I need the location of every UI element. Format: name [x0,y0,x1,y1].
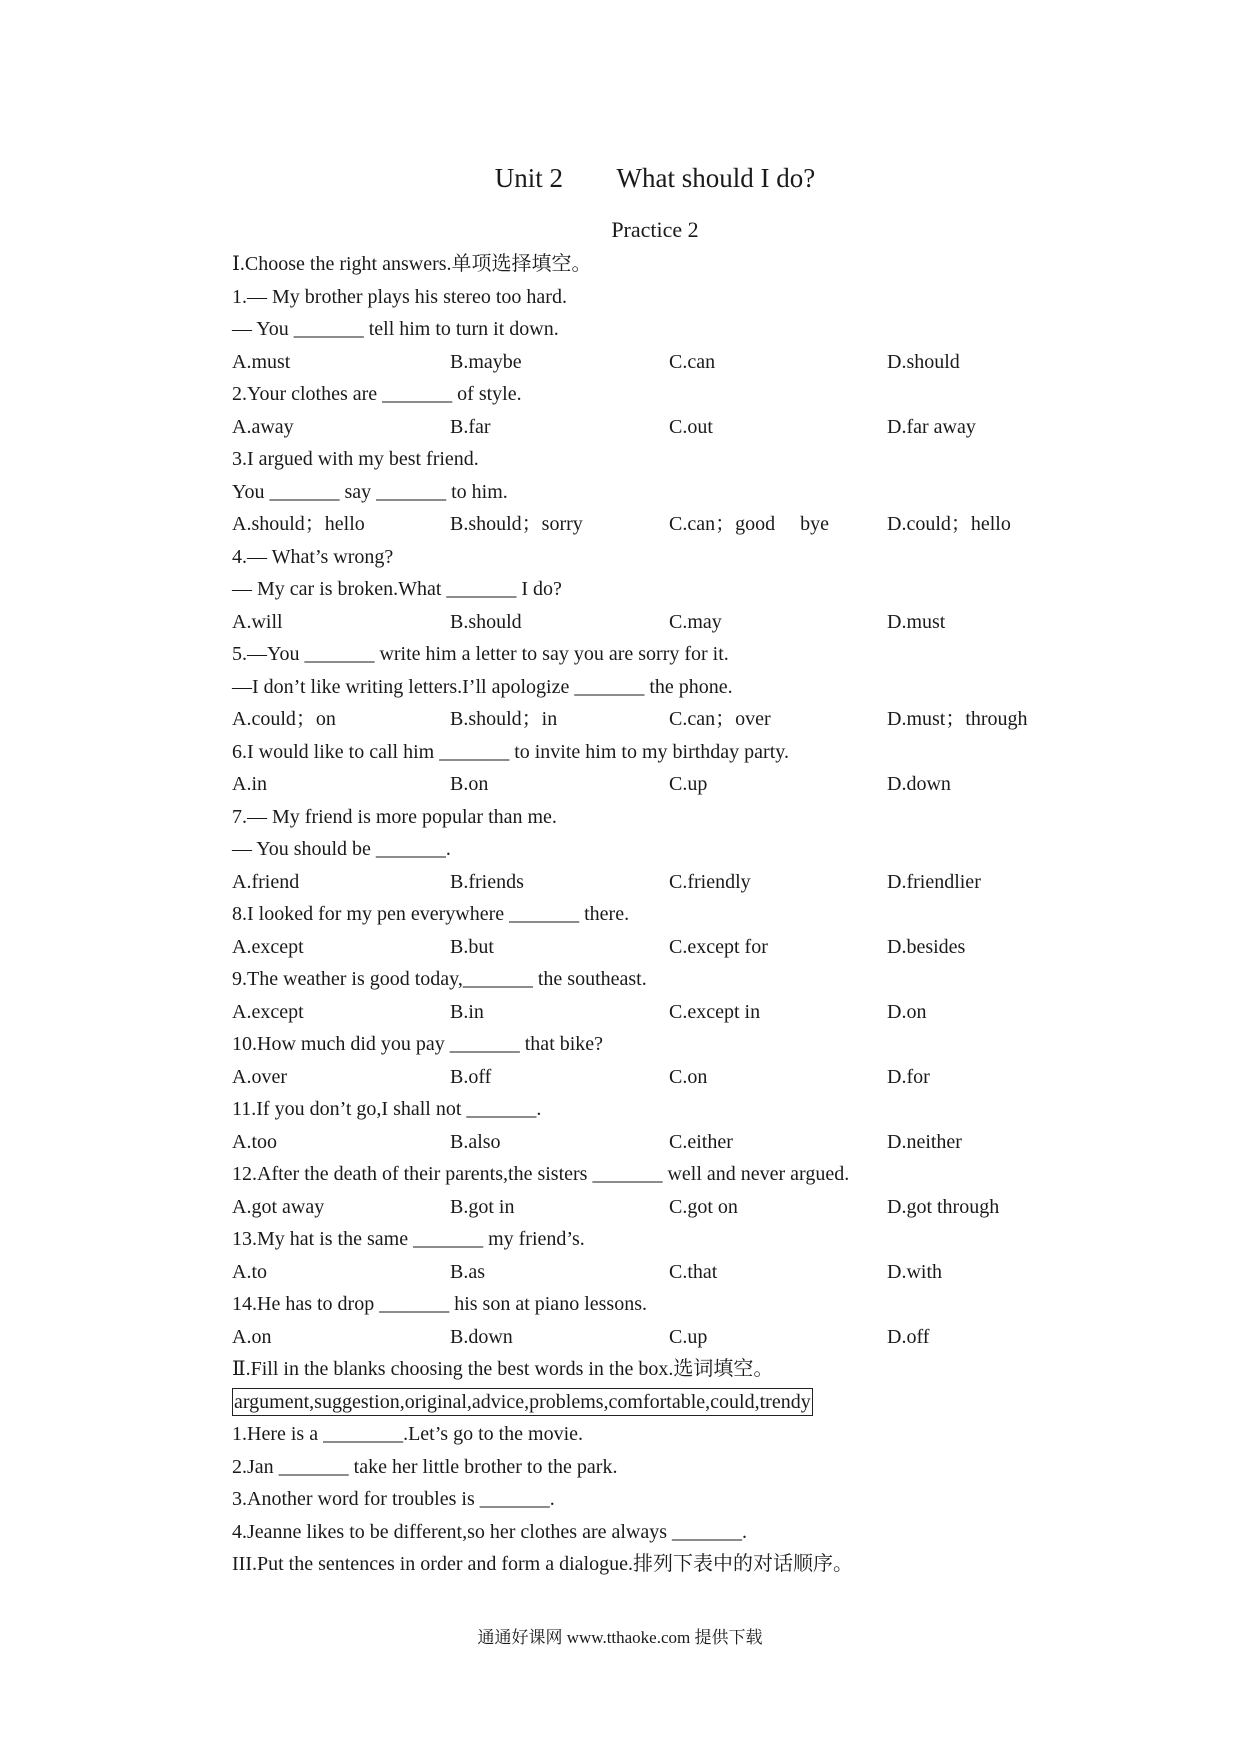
option-b: B.far [450,415,491,438]
question-8 [232,898,1132,963]
answer-options [232,703,1132,736]
question-2 [232,378,1132,443]
answer-options [232,931,1132,964]
question-5 [232,638,1132,736]
option-d: D.should [887,350,960,373]
worksheet-content [232,248,1132,1581]
question-text: 1.— My brother plays his stereo too hard. [232,285,567,308]
option-a: A.away [232,415,294,438]
answer-options [232,606,1132,639]
question-text: 6.I would like to call him _______ to invite him to my birthday party. [232,740,789,763]
question-text: 4.— What’s wrong? [232,545,394,568]
option-b: B.as [450,1260,485,1283]
option-c: C.can；good bye [669,513,829,535]
option-c: C.that [669,1260,718,1283]
question-11 [232,1093,1132,1158]
option-a: A.too [232,1130,277,1153]
answer-options [232,996,1132,1029]
section-1-heading: Ⅰ.Choose the right answers.单项选择填空。 [232,253,592,275]
option-b: B.also [450,1130,501,1153]
question-text: 11.If you don’t go,I shall not _______. [232,1098,542,1120]
option-d: D.must；through [887,708,1028,730]
question-text: 5.—You _______ write him a letter to say you are sorry for it. [232,643,729,665]
fill-in-item: 1.Here is a ________.Let’s go to the movie. [232,1423,584,1445]
answer-options [232,1061,1132,1094]
question-text: — You should be _______. [232,838,451,860]
answer-options [232,346,1132,379]
option-d: D.with [887,1260,942,1283]
question-text: 14.He has to drop _______ his son at piano lessons. [232,1293,647,1315]
question-text: 2.Your clothes are _______ of style. [232,383,522,405]
fill-in-item: 4.Jeanne likes to be different,so her clothes are always _______. [232,1520,748,1543]
option-d: D.far away [887,415,976,438]
option-a: A.on [232,1325,272,1348]
option-c: C.except in [669,1000,761,1023]
option-c: C.can [669,350,716,373]
option-b: B.on [450,773,489,795]
question-text: 7.— My friend is more popular than me. [232,805,557,828]
option-c: C.can；over [669,708,771,730]
question-4 [232,541,1132,639]
answer-options [232,508,1132,541]
question-14 [232,1288,1132,1353]
option-a: A.must [232,350,291,373]
option-c: C.up [669,1325,708,1348]
option-b: B.but [450,935,494,958]
page-footer: 通通好课网 www.tthaoke.com 提供下载 [477,1628,763,1647]
option-c: C.except for [669,935,768,958]
question-10 [232,1028,1132,1093]
option-a: A.to [232,1260,267,1283]
option-a: A.should；hello [232,513,365,535]
option-d: D.got through [887,1195,1000,1218]
question-text: — You _______ tell him to turn it down. [232,318,559,340]
option-c: C.may [669,610,722,633]
option-b: B.should；sorry [450,513,583,535]
answer-options [232,411,1132,444]
question-3 [232,443,1132,541]
option-a: A.except [232,1000,304,1023]
question-text: 12.After the death of their parents,the sisters _______ well and never argued. [232,1163,850,1185]
option-b: B.down [450,1325,513,1348]
option-b: B.in [450,1000,484,1023]
option-c: C.friendly [669,870,751,893]
answer-options [232,1126,1132,1159]
option-d: D.could；hello [887,513,1011,535]
option-b: B.got in [450,1195,515,1218]
question-text: 10.How much did you pay _______ that bike? [232,1033,604,1055]
option-a: A.got away [232,1195,325,1218]
question-9 [232,963,1132,1028]
option-a: A.except [232,935,304,958]
question-6 [232,736,1132,801]
option-b: B.should [450,610,522,633]
option-b: B.off [450,1065,492,1088]
page-title: Unit 2 What should I do? [494,163,816,193]
word-box: argument,suggestion,original,advice,problems,comfortable,could,trendy [232,1388,813,1416]
option-a: A.friend [232,870,300,893]
question-12 [232,1158,1132,1223]
question-1 [232,281,1132,379]
fill-in-item: 3.Another word for troubles is _______. [232,1488,555,1510]
option-b: B.should；in [450,708,558,730]
option-a: A.could；on [232,708,336,730]
answer-options [232,1191,1132,1224]
section-3-heading: III.Put the sentences in order and form a dialogue.排列下表中的对话顺序。 [232,1553,853,1575]
page-subtitle: Practice 2 [611,217,699,242]
question-7 [232,801,1132,899]
answer-options [232,866,1132,899]
option-a: A.over [232,1065,287,1088]
section-2-heading: Ⅱ.Fill in the blanks choosing the best words in the box.选词填空。 [232,1358,774,1380]
question-text: — My car is broken.What _______ I do? [232,578,562,600]
option-d: D.off [887,1325,930,1348]
option-d: D.besides [887,935,966,958]
question-list [232,281,1132,1354]
option-b: B.maybe [450,350,522,373]
answer-options [232,768,1132,801]
option-c: C.on [669,1065,708,1088]
answer-options [232,1256,1132,1289]
fill-in-list [232,1418,1132,1548]
answer-options [232,1321,1132,1354]
question-text: 9.The weather is good today,_______ the southeast. [232,968,647,990]
option-a: A.will [232,610,283,633]
question-text: 3.I argued with my best friend. [232,448,479,470]
option-d: D.for [887,1065,930,1088]
question-13 [232,1223,1132,1288]
question-text: —I don’t like writing letters.I’ll apologize _______ the phone. [232,675,733,698]
option-d: D.down [887,773,951,795]
option-d: D.neither [887,1130,962,1153]
option-c: C.got on [669,1195,738,1218]
option-d: D.must [887,610,946,633]
option-a: A.in [232,773,267,795]
option-c: C.either [669,1130,733,1153]
option-c: C.out [669,415,713,438]
question-text: 8.I looked for my pen everywhere _______ there. [232,903,630,925]
option-b: B.friends [450,870,524,893]
option-c: C.up [669,773,708,795]
option-d: D.on [887,1000,927,1023]
option-d: D.friendlier [887,870,981,893]
question-text: You _______ say _______ to him. [232,480,508,503]
question-text: 13.My hat is the same _______ my friend’s. [232,1228,585,1250]
fill-in-item: 2.Jan _______ take her little brother to the park. [232,1455,618,1478]
